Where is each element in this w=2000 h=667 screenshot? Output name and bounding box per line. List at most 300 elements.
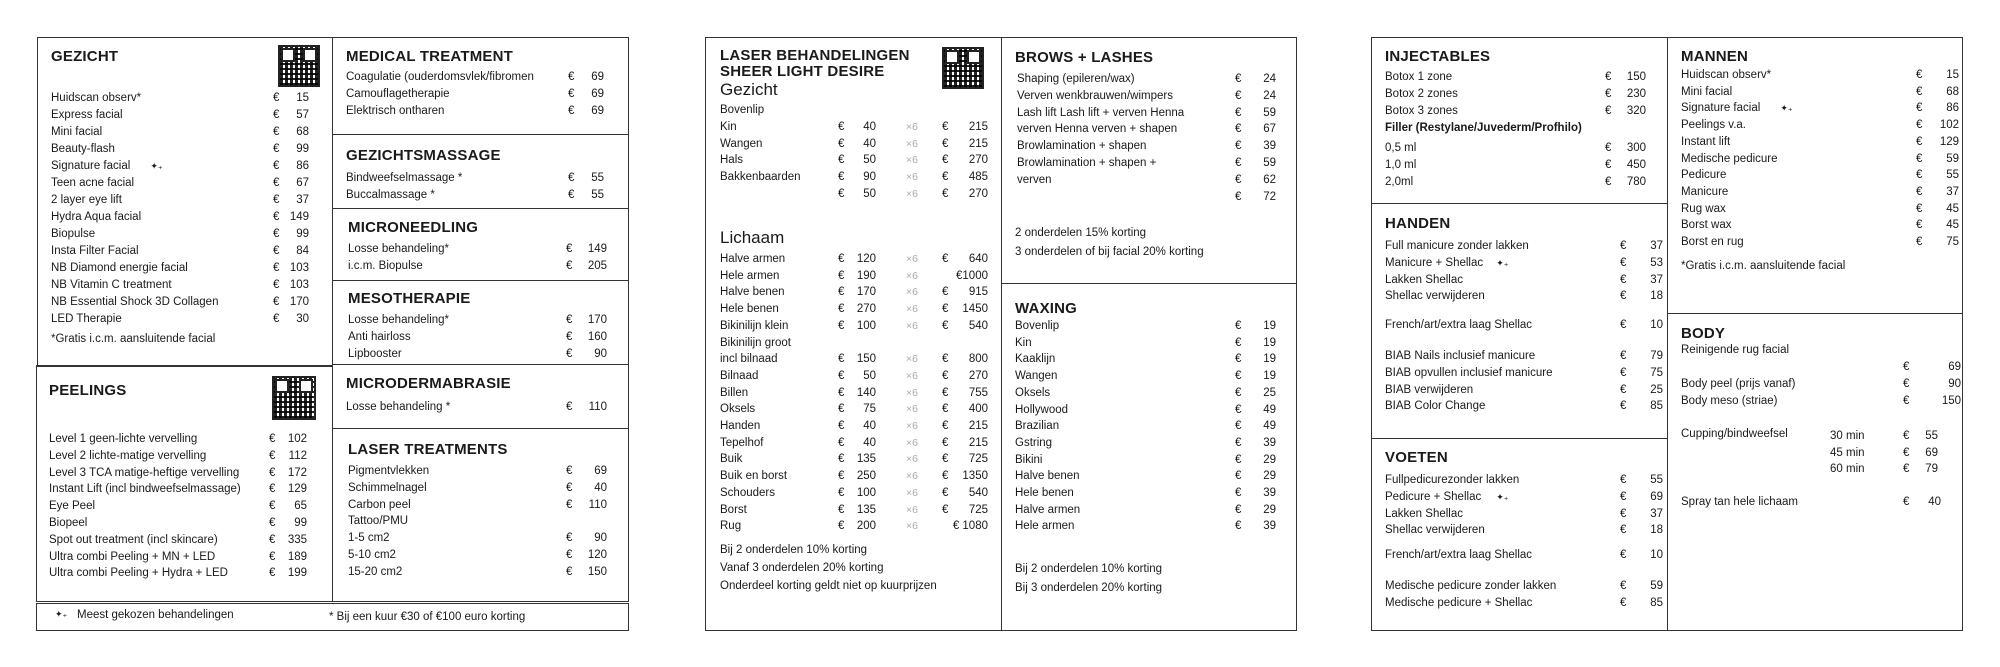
service-name: Huidscan observ* <box>1681 69 1772 81</box>
sheer-light-panel <box>705 37 1002 631</box>
qr-code-icon[interactable] <box>942 47 984 89</box>
service-row <box>1017 189 1288 205</box>
euro-sign: € <box>1235 436 1242 449</box>
single-price: 270 <box>856 303 876 316</box>
euro-sign: € <box>269 483 276 496</box>
service-price: 62 <box>1263 173 1276 186</box>
service-price: 112 <box>288 449 307 462</box>
area-name: Buik en borst <box>720 470 788 483</box>
service-price: 75 <box>1946 236 1959 248</box>
euro-sign: € <box>1620 290 1627 303</box>
service-name: Hele benen <box>1015 487 1074 499</box>
euro-sign: € <box>269 567 276 580</box>
area-name: Tepelhof <box>720 436 764 449</box>
service-row <box>1385 238 1675 254</box>
service-row <box>51 90 321 106</box>
service-row <box>1015 518 1288 534</box>
service-row <box>1017 155 1288 171</box>
single-price: 50 <box>863 369 876 382</box>
euro-sign: € <box>566 348 573 360</box>
euro-sign: € <box>273 177 280 189</box>
sparkle-icon: ✦₊ <box>150 161 163 171</box>
service-price: 45 <box>1946 219 1959 232</box>
euro-sign: € <box>269 550 276 563</box>
single-price: 120 <box>856 253 876 265</box>
service-row <box>348 463 619 479</box>
times-six-label: ×6 <box>906 486 918 499</box>
service-row <box>1385 595 1675 611</box>
service-row <box>51 209 321 225</box>
service-row <box>1681 84 1971 100</box>
voeten-panel <box>1371 438 1668 631</box>
euro-sign: € <box>273 228 280 240</box>
service-name: Instant Lift (incl bindweefselmassage) <box>49 483 241 496</box>
package-price: 215 <box>968 436 988 449</box>
laser-row <box>720 169 988 185</box>
service-price: 75 <box>1650 366 1663 379</box>
euro-sign: € <box>1605 159 1612 171</box>
service-row <box>51 294 321 310</box>
euro-sign: € <box>1620 490 1627 503</box>
package-price: 540 <box>968 486 988 499</box>
service-name: Ultra combi Peeling + Hydra + LED <box>49 567 228 580</box>
waxing-title: WAXING <box>1015 300 1078 317</box>
area-name: Bikinilijn groot <box>720 336 791 349</box>
euro-sign: € <box>273 262 280 274</box>
euro-sign: € <box>566 498 573 511</box>
service-name: Signature facial <box>1681 102 1761 115</box>
single-price: 250 <box>856 470 876 483</box>
service-row <box>346 399 619 415</box>
peelings-panel <box>36 365 333 602</box>
times-six-label: ×6 <box>906 386 918 399</box>
service-row <box>1385 348 1675 364</box>
laser-row <box>720 186 988 202</box>
euro-sign: € <box>838 286 845 299</box>
handen-title: HANDEN <box>1385 215 1451 232</box>
laser-row <box>720 152 988 168</box>
single-price: 90 <box>863 171 876 184</box>
euro-sign: € <box>1620 366 1627 379</box>
service-price: 84 <box>296 245 309 257</box>
times-six-label: ×6 <box>906 369 918 382</box>
service-name: Body meso (striae) <box>1681 395 1778 407</box>
euro-sign: € <box>838 436 845 449</box>
service-row <box>1385 86 1658 102</box>
service-row <box>1015 402 1288 418</box>
body-panel <box>1667 313 1963 631</box>
euro-sign: € <box>942 353 949 366</box>
package-price: 485 <box>968 171 988 184</box>
service-price: 320 <box>1626 105 1646 117</box>
service-row <box>49 481 319 497</box>
service-row <box>1385 506 1675 522</box>
gezicht-note: *Gratis i.c.m. aansluitende facial <box>51 333 216 345</box>
service-row <box>1385 272 1675 288</box>
euro-sign: € <box>1620 524 1627 537</box>
euro-sign: € <box>942 303 949 316</box>
service-name: Insta Filter Facial <box>51 245 139 257</box>
service-name: Level 2 lichte-matige vervelling <box>49 449 207 462</box>
euro-sign: € <box>1235 386 1242 399</box>
area-name: Oksels <box>720 403 756 416</box>
euro-sign: € <box>838 503 845 516</box>
laser-row <box>720 385 988 401</box>
service-price: 150 <box>1626 71 1646 83</box>
injectables-panel <box>1371 37 1668 204</box>
service-price: 55 <box>1946 169 1959 182</box>
filler-heading: Filler (Restylane/Juvederm/Profhilo) <box>1385 122 1582 134</box>
service-name: BIAB Color Change <box>1385 400 1486 413</box>
service-price: 170 <box>587 314 607 326</box>
euro-sign: € <box>568 88 575 100</box>
footer-left-text: Meest gekozen behandelingen <box>77 609 234 621</box>
cupping-price: 79 <box>1925 463 1938 475</box>
lichaam-subtitle: Lichaam <box>720 228 785 247</box>
package-price: 800 <box>968 353 988 366</box>
service-price: 99 <box>294 517 307 529</box>
service-price: 86 <box>1946 102 1959 115</box>
euro-sign: € <box>942 403 949 416</box>
qr-code-icon[interactable] <box>272 376 316 420</box>
euro-sign: € <box>942 286 949 299</box>
service-price: 67 <box>296 177 309 189</box>
euro-sign: € <box>269 449 276 462</box>
euro-sign: € <box>1903 496 1910 508</box>
service-price: 129 <box>1939 135 1959 148</box>
brows-title: BROWS + LASHES <box>1015 49 1154 66</box>
single-price: 100 <box>856 486 876 499</box>
mesotherapie-title: MESOTHERAPIE <box>348 290 471 307</box>
waxing-note-1: Bij 2 onderdelen 10% korting <box>1015 563 1163 575</box>
times-six-label: ×6 <box>906 520 918 533</box>
sheer-title-2: SHEER LIGHT DESIRE <box>720 63 885 80</box>
service-price: 172 <box>287 466 307 479</box>
cupping-price: 69 <box>1925 446 1938 459</box>
euro-sign: € <box>1235 453 1242 466</box>
service-price: 69 <box>1948 361 1961 373</box>
service-row <box>1015 318 1288 334</box>
service-price: 450 <box>1626 159 1646 171</box>
service-name: BIAB opvullen inclusief manicure <box>1385 366 1553 379</box>
euro-sign: € <box>269 500 276 513</box>
single-price: 135 <box>856 453 876 466</box>
euro-sign: € <box>566 532 573 545</box>
service-name: 1-5 cm2 <box>348 532 390 545</box>
service-name: Halve benen <box>1015 470 1080 483</box>
service-price: 59 <box>1263 157 1276 169</box>
service-name: Manicure + Shellac <box>1385 256 1484 269</box>
service-name: Gstring <box>1015 436 1053 449</box>
package-price: 640 <box>968 253 988 265</box>
service-name: Eye Peel <box>49 500 96 513</box>
laser-row <box>720 418 988 434</box>
service-row <box>1017 88 1288 104</box>
package-price: 725 <box>968 453 988 466</box>
service-row <box>49 549 319 565</box>
service-price: 149 <box>587 243 607 255</box>
euro-sign: € <box>838 188 845 200</box>
service-name: Lakken Shellac <box>1385 273 1463 286</box>
service-price: 45 <box>1946 202 1959 215</box>
service-row <box>51 311 321 327</box>
laser-row <box>720 468 988 484</box>
euro-sign: € <box>1916 119 1923 132</box>
service-price: 39 <box>1263 487 1276 499</box>
service-price: 300 <box>1626 142 1646 154</box>
euro-sign: € <box>566 465 573 477</box>
service-name: 0,5 ml <box>1385 142 1417 154</box>
service-price: 150 <box>587 565 607 578</box>
service-row <box>1015 435 1288 451</box>
euro-sign: € <box>568 189 575 201</box>
area-name: Bakkenbaarden <box>720 171 801 184</box>
euro-sign: € <box>566 565 573 578</box>
euro-sign: € <box>942 171 949 184</box>
service-row <box>1681 359 1973 375</box>
area-name: Wangen <box>720 137 763 150</box>
euro-sign: € <box>568 105 575 117</box>
service-row <box>1385 547 1675 563</box>
euro-sign: € <box>1235 157 1242 169</box>
service-price: 170 <box>289 296 309 308</box>
euro-sign: € <box>273 313 280 325</box>
service-name: Kin <box>1015 336 1032 349</box>
euro-sign: € <box>838 303 845 316</box>
service-name: Body peel (prijs vanaf) <box>1681 378 1796 390</box>
service-price: 69 <box>591 105 604 117</box>
euro-sign: € <box>942 486 949 499</box>
spray-tan-row <box>1681 494 1941 510</box>
euro-sign: € <box>838 369 845 382</box>
euro-sign: € <box>838 269 845 282</box>
euro-sign: € <box>1605 105 1612 117</box>
euro-sign: € <box>1903 378 1910 390</box>
service-price: 37 <box>1650 240 1663 252</box>
service-row <box>1681 217 1971 233</box>
service-row <box>1681 376 1973 392</box>
service-name: Bikini <box>1015 453 1043 466</box>
service-row <box>348 312 619 328</box>
service-row <box>1015 385 1288 401</box>
service-row <box>49 448 319 464</box>
service-name: Express facial <box>51 109 123 121</box>
euro-sign: € <box>838 171 845 184</box>
euro-sign: € <box>1620 400 1627 413</box>
service-name: Schimmelnagel <box>348 481 427 494</box>
euro-sign: € <box>1620 383 1627 396</box>
euro-sign: € <box>1916 169 1923 182</box>
service-price: 37 <box>296 194 309 206</box>
service-price: 150 <box>1941 395 1961 407</box>
euro-sign: € <box>1235 487 1242 499</box>
service-name: French/art/extra laag Shellac <box>1385 319 1533 332</box>
times-six-label: ×6 <box>906 269 918 282</box>
times-six-label: ×6 <box>906 120 918 133</box>
handen-panel <box>1371 203 1668 439</box>
service-row <box>348 564 619 580</box>
euro-sign: € <box>273 160 280 172</box>
service-row <box>51 107 321 123</box>
laser-title: LASER TREATMENTS <box>348 441 508 458</box>
laser-panel <box>332 428 629 602</box>
laser-row <box>720 284 988 300</box>
euro-sign: € <box>838 486 845 499</box>
service-name: Shaping (epileren/wax) <box>1017 73 1135 85</box>
service-name: Beauty-flash <box>51 143 115 155</box>
service-price: 72 <box>1263 190 1276 203</box>
service-row <box>348 530 619 546</box>
brows-note-1: 2 onderdelen 15% korting <box>1015 227 1147 239</box>
service-row <box>49 532 319 548</box>
service-name: Oksels <box>1015 386 1051 399</box>
service-row <box>346 187 616 203</box>
service-name: Losse behandeling * <box>346 401 451 413</box>
package-price: 400 <box>968 403 988 416</box>
sheer-title-1: LASER BEHANDELINGEN <box>720 47 910 64</box>
service-price: 18 <box>1650 290 1663 303</box>
service-price: 37 <box>1946 185 1959 198</box>
service-price: 110 <box>588 401 607 413</box>
service-row <box>49 465 319 481</box>
euro-sign: € <box>942 436 949 449</box>
laser-row <box>720 268 988 284</box>
service-name: verven <box>1017 173 1052 186</box>
package-price: 1350 <box>962 470 988 483</box>
service-row <box>346 170 616 186</box>
service-name: Carbon peel <box>348 498 411 511</box>
service-row <box>1385 365 1675 381</box>
service-name: Medische pedicure zonder lakken <box>1385 580 1557 592</box>
service-name: 2 layer eye lift <box>51 194 122 206</box>
area-name: Borst <box>720 503 747 516</box>
waxing-note-2: Bij 3 onderdelen 20% korting <box>1015 582 1163 594</box>
area-name: incl bilnaad <box>720 353 778 366</box>
sparkle-icon: ✦₊ <box>1496 491 1509 502</box>
service-name: Hele armen <box>1015 520 1075 533</box>
brows-note-2: 3 onderdelen of bij facial 20% korting <box>1015 246 1204 258</box>
service-name: Elektrisch ontharen <box>346 105 445 117</box>
laser-row <box>720 351 988 367</box>
package-price: € 1080 <box>952 520 988 533</box>
service-price: 69 <box>1650 490 1663 503</box>
service-name: Pedicure + Shellac <box>1385 490 1482 503</box>
service-row <box>1681 201 1971 217</box>
euro-sign: € <box>568 172 575 184</box>
service-row <box>1681 234 1971 250</box>
laser-row <box>720 518 988 534</box>
euro-sign: € <box>1620 273 1627 286</box>
euro-sign: € <box>566 401 573 413</box>
euro-sign: € <box>1235 123 1242 136</box>
euro-sign: € <box>942 386 949 399</box>
service-name: Shellac verwijderen <box>1385 290 1485 303</box>
service-row <box>51 260 321 276</box>
microneedling-panel <box>332 208 629 281</box>
service-row <box>1017 71 1288 87</box>
euro-sign: € <box>568 71 575 83</box>
euro-sign: € <box>942 137 949 150</box>
service-name: French/art/extra laag Shellac <box>1385 549 1533 562</box>
qr-code-icon[interactable] <box>278 45 320 87</box>
sheer-note-1: Bij 2 onderdelen 10% korting <box>720 544 868 556</box>
euro-sign: € <box>1620 240 1627 252</box>
single-price: 140 <box>856 386 876 399</box>
service-price: 40 <box>1928 496 1941 508</box>
service-price: 55 <box>1650 474 1663 486</box>
service-row <box>1681 184 1971 200</box>
service-row <box>49 515 319 531</box>
service-price: 99 <box>296 228 309 240</box>
euro-sign: € <box>1605 142 1612 154</box>
times-six-label: ×6 <box>906 137 918 150</box>
service-row <box>1385 157 1658 173</box>
gezicht-panel <box>37 37 333 367</box>
euro-sign: € <box>273 126 280 138</box>
euro-sign: € <box>838 120 845 133</box>
euro-sign: € <box>1605 71 1612 83</box>
area-name: Schouders <box>720 486 775 499</box>
service-price: 103 <box>289 279 309 291</box>
laser-row <box>720 301 988 317</box>
service-row <box>348 497 619 513</box>
service-name: BIAB Nails inclusief manicure <box>1385 350 1536 362</box>
euro-sign: € <box>1916 219 1923 232</box>
package-price: 915 <box>968 286 988 299</box>
times-six-label: ×6 <box>906 319 918 332</box>
area-name: Hele armen <box>720 269 780 282</box>
service-name: Full manicure zonder lakken <box>1385 240 1529 252</box>
service-price: 37 <box>1650 273 1663 286</box>
service-price: 149 <box>289 211 309 223</box>
single-price: 75 <box>863 403 876 416</box>
euro-sign: € <box>838 137 845 150</box>
service-price: 57 <box>296 109 309 121</box>
euro-sign: € <box>1916 152 1923 165</box>
service-price: 30 <box>296 313 309 325</box>
times-six-label: ×6 <box>906 453 918 466</box>
service-row <box>51 226 321 242</box>
service-price: 90 <box>594 532 607 545</box>
euro-sign: € <box>1235 320 1242 332</box>
area-name: Billen <box>720 386 749 399</box>
laser-row <box>720 119 988 135</box>
service-price: 69 <box>591 88 604 100</box>
euro-sign: € <box>1620 596 1627 609</box>
sheer-note-2: Vanaf 3 onderdelen 20% korting <box>720 562 884 574</box>
massage-panel <box>332 134 629 209</box>
service-row <box>1017 121 1288 137</box>
service-name: Lipbooster <box>348 348 402 360</box>
euro-sign: € <box>838 386 845 399</box>
massage-title: GEZICHTSMASSAGE <box>346 147 501 164</box>
service-row <box>1017 138 1288 154</box>
package-price: 270 <box>968 188 988 200</box>
service-row <box>346 103 616 119</box>
service-name: Instant lift <box>1681 135 1731 148</box>
service-price: 19 <box>1263 353 1276 366</box>
euro-sign: € <box>1235 89 1242 102</box>
service-name: Browlamination + shapen <box>1017 140 1147 153</box>
euro-sign: € <box>942 188 949 200</box>
service-price: 15 <box>1946 69 1959 81</box>
service-row <box>49 498 319 514</box>
service-row <box>51 277 321 293</box>
euro-sign: € <box>273 92 280 104</box>
service-price: 69 <box>591 71 604 83</box>
service-price: 49 <box>1263 403 1276 416</box>
euro-sign: € <box>838 403 845 416</box>
